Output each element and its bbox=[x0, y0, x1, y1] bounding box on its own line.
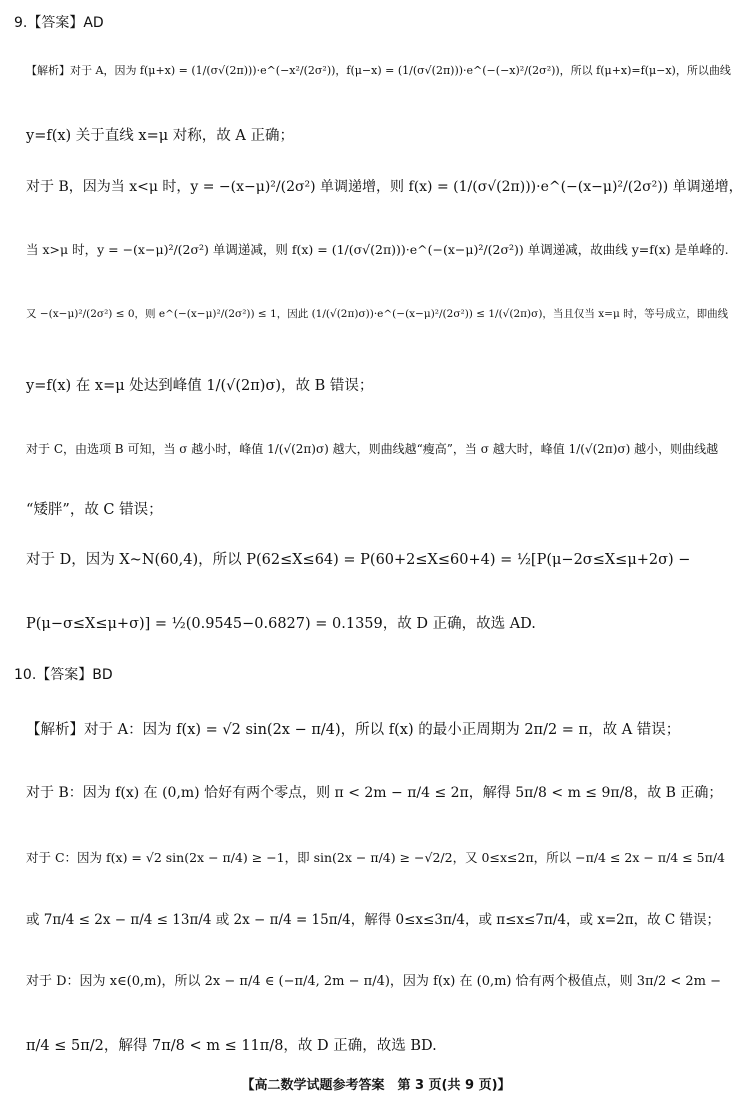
q10-line-4: 或 7π/4 ≤ 2x − π/4 ≤ 13π/4 或 2x − π/4 = 15π/4，解得 0≤x≤3π/4，或 π≤x≤7π/4，或 x=2π，故 C 错误； bbox=[26, 912, 721, 928]
q9-line-6: y=f(x) 在 x=μ 处达到峰值 1/(√(2π)σ)，故 B 错误； bbox=[26, 378, 374, 394]
q10-answer-header: 10.【答案】BD bbox=[14, 667, 113, 683]
q9-line-2: y=f(x) 关于直线 x=μ 对称，故 A 正确； bbox=[26, 128, 294, 144]
q9-line-3: 对于 B，因为当 x<μ 时，y = −(x−μ)²/(2σ²) 单调递增，则 f(x) = (1/(σ√(2π)))·e^(−(x−μ)²/(2σ²)) 单调递增， bbox=[26, 179, 743, 195]
q10-line-1: 【解析】对于 A：因为 f(x) = √2 sin(2x − π/4)，所以 f(x) 的最小正周期为 2π/2 = π，故 A 错误； bbox=[26, 722, 681, 738]
q9-line-1: 【解析】对于 A，因为 f(μ+x) = (1/(σ√(2π)))·e^(−x²/(2σ²))，f(μ−x) = (1/(σ√(2π)))·e^(−(−x)²/(2σ²))，所以 f(μ+x)=f(μ−x)，所以曲线 bbox=[26, 64, 731, 77]
q10-line-2: 对于 B：因为 f(x) 在 (0,m) 恰好有两个零点，则 π < 2m − π/4 ≤ 2π，解得 5π/8 < m ≤ 9π/8，故 B 正确； bbox=[26, 785, 723, 801]
page-footer: 【高二数学试题参考答案 第 3 页(共 9 页)】 bbox=[241, 1078, 511, 1093]
q9-line-10: P(μ−σ≤X≤μ+σ)] = ½(0.9545−0.6827) = 0.1359，故 D 正确，故选 AD. bbox=[26, 616, 536, 632]
q10-line-6: π/4 ≤ 5π/2，解得 7π/8 < m ≤ 11π/8，故 D 正确，故选 BD. bbox=[26, 1038, 437, 1054]
q9-line-5: 又 −(x−μ)²/(2σ²) ≤ 0，则 e^(−(x−μ)²/(2σ²)) ≤ 1，因此 (1/(√(2π)σ))·e^(−(x−μ)²/(2σ²)) ≤ 1/(√(2π)σ)，当且仅当 x=μ 时，等号成立，即曲线 bbox=[26, 308, 729, 320]
q10-line-5: 对于 D：因为 x∈(0,m)，所以 2x − π/4 ∈ (−π/4, 2m − π/4)，因为 f(x) 在 (0,m) 恰有两个极值点，则 3π/2 < 2m − bbox=[26, 974, 722, 989]
q9-line-7: 对于 C，由选项 B 可知，当 σ 越小时，峰值 1/(√(2π)σ) 越大，则曲线越“瘦高”，当 σ 越大时，峰值 1/(√(2π)σ) 越小，则曲线越 bbox=[26, 442, 719, 456]
q10-line-3: 对于 C：因为 f(x) = √2 sin(2x − π/4) ≥ −1，即 sin(2x − π/4) ≥ −√2/2，又 0≤x≤2π，所以 −π/4 ≤ 2x − π/4 ≤ 5π/4 bbox=[26, 850, 725, 865]
q9-line-8: “矮胖”，故 C 错误； bbox=[26, 502, 163, 518]
q9-line-4: 当 x>μ 时，y = −(x−μ)²/(2σ²) 单调递减，则 f(x) = (1/(σ√(2π)))·e^(−(x−μ)²/(2σ²)) 单调递减，故曲线 y=f(x) 是单峰的. bbox=[26, 242, 729, 257]
q9-answer-header: 9.【答案】AD bbox=[14, 15, 104, 31]
q9-line-9: 对于 D，因为 X~N(60,4)，所以 P(62≤X≤64) = P(60+2≤X≤60+4) = ½[P(μ−2σ≤X≤μ+2σ) − bbox=[26, 552, 691, 568]
